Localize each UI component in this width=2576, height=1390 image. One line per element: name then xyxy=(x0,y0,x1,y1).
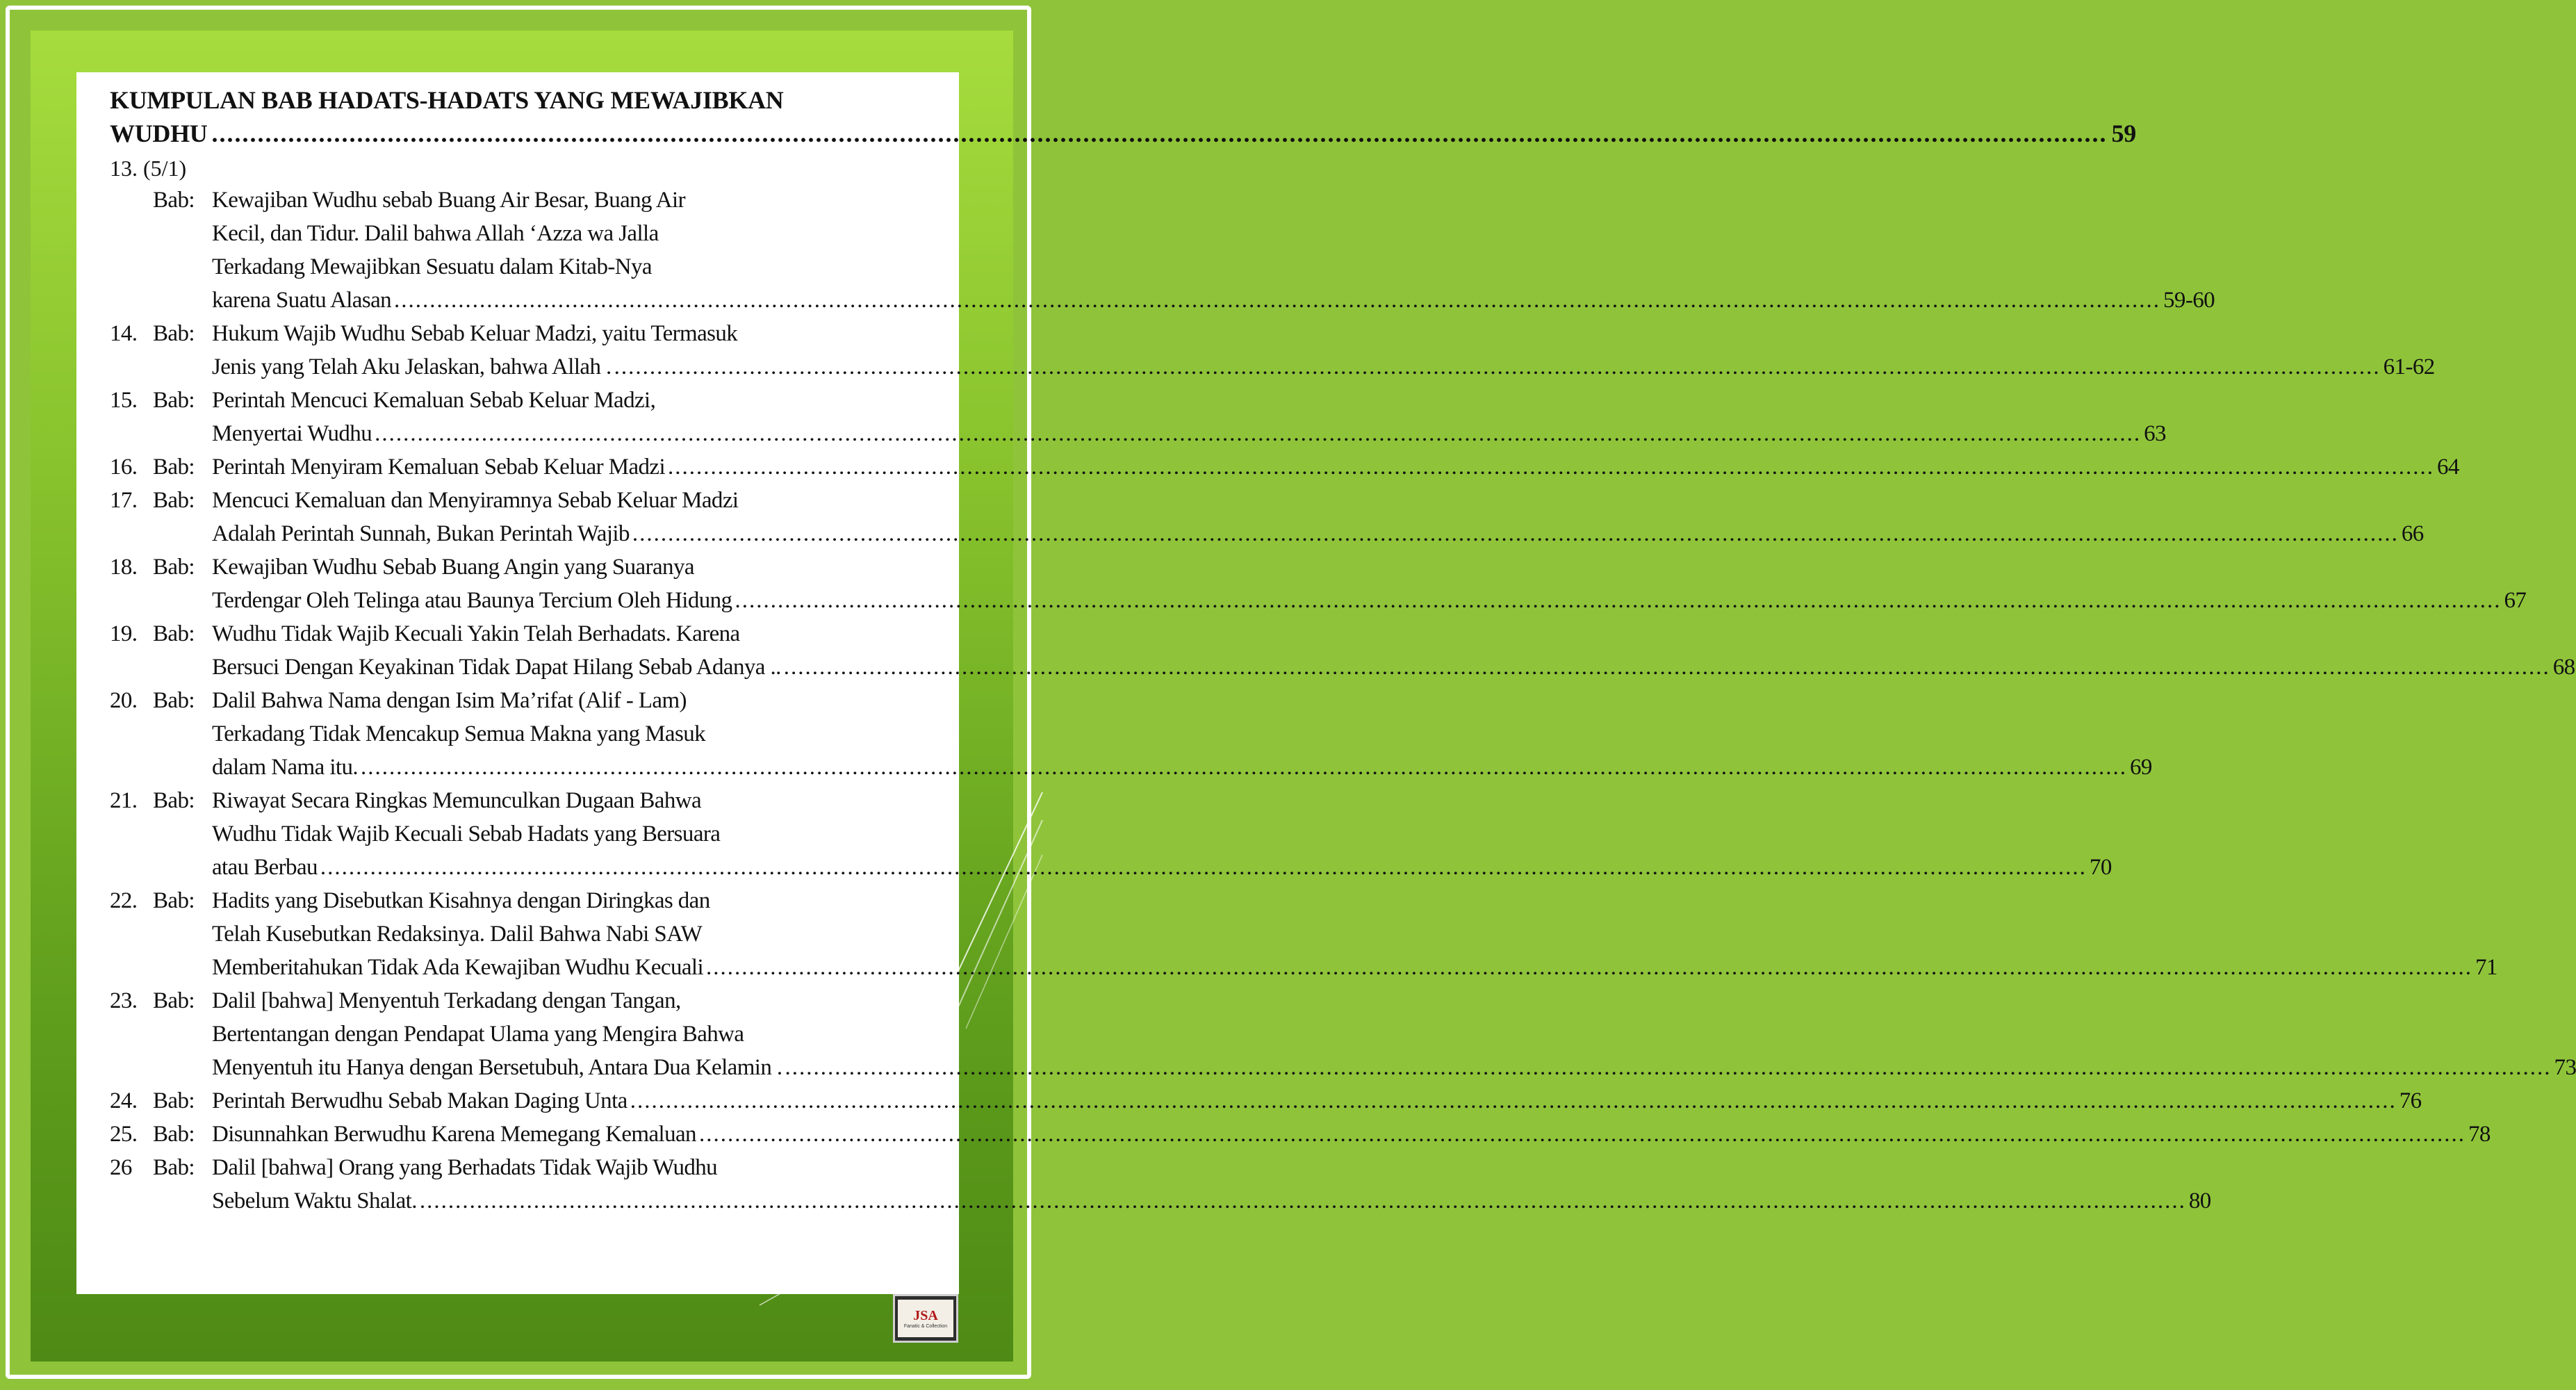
entry-last-line xyxy=(212,284,2215,317)
leader-dots xyxy=(632,517,2399,550)
entry-number xyxy=(110,183,153,317)
entry-line: Riwayat Secara Ringkas Memunculkan Dugaan Bahwa xyxy=(212,788,702,813)
entry-line: Kewajiban Wudhu sebab Buang Air Besar, Buang Air xyxy=(212,188,685,213)
entry-body xyxy=(212,317,2435,384)
toc-entry xyxy=(110,550,2527,617)
leader-dots xyxy=(785,1051,2552,1084)
entry-number: 14. xyxy=(110,321,138,346)
entry-last-line xyxy=(212,851,2112,884)
entry-last-line-text: Disunnahkan Berwudhu Karena Memegang Kemaluan xyxy=(212,1122,696,1147)
logo-inner xyxy=(898,1300,953,1337)
entry-line: Perintah Mencuci Kemaluan Sebab Keluar Madzi, xyxy=(212,388,656,413)
toc-entry xyxy=(110,684,2152,784)
entry-last-line xyxy=(212,450,2459,484)
entry-page-number: 80 xyxy=(2188,1188,2211,1213)
entry-last-line xyxy=(212,951,2497,984)
toc-entry xyxy=(110,1118,2491,1151)
entry-last-line-text: Perintah Berwudhu Sebab Makan Daging Unta xyxy=(212,1088,627,1113)
entry-line: Bertentangan dengan Pendapat Ulama yang Mengira Bahwa xyxy=(212,1022,744,1047)
entry-body xyxy=(212,984,2576,1084)
toc-entries xyxy=(110,183,2576,1218)
entry-line: Wudhu Tidak Wajib Kecuali Yakin Telah Berhadats. Karena xyxy=(212,621,740,646)
entry-bab-label: Bab: xyxy=(153,1155,195,1180)
entry-line: Dalil [bahwa] Orang yang Berhadats Tidak Wajib Wudhu xyxy=(212,1155,718,1180)
entry-last-line-text: Adalah Perintah Sunnah, Bukan Perintah Wajib xyxy=(212,521,630,546)
entry-number: 24. xyxy=(110,1088,138,1113)
entry-number: 23. xyxy=(110,988,138,1013)
entry-page-number: 69 xyxy=(2130,755,2152,780)
entry-last-line-text: atau Berbau xyxy=(212,855,318,880)
entry-bab-label: Bab: xyxy=(153,621,195,646)
entry-bab-label: Bab: xyxy=(153,388,195,413)
heading-line-2-text: WUDHU xyxy=(110,120,208,147)
entry-page-number: 70 xyxy=(2089,855,2112,880)
entry-page-number: 68 xyxy=(2552,655,2575,680)
entry-last-line xyxy=(212,1051,2576,1084)
toc-entry xyxy=(110,317,2435,384)
entry-bab-label: Bab: xyxy=(153,688,195,713)
heading-page-number: 59 xyxy=(2111,120,2136,147)
entry-bab-label: Bab: xyxy=(153,488,195,513)
entry-last-line xyxy=(212,350,2435,384)
entry-last-line xyxy=(212,1118,2491,1151)
entry-number: 26 xyxy=(110,1155,132,1180)
entry-body xyxy=(212,617,2575,684)
entry-last-line xyxy=(212,751,2152,784)
entry-last-line-text: Sebelum Waktu Shalat. xyxy=(212,1188,417,1213)
entry-page-number: 61-62 xyxy=(2383,354,2435,379)
toc-entry xyxy=(110,617,2575,684)
entry-page-number: 71 xyxy=(2475,955,2497,980)
entry-last-line-text: Menyentuh itu Hanya dengan Bersetubuh, Antara Dua Kelamin . xyxy=(212,1055,782,1080)
entry-last-line xyxy=(212,517,2424,550)
entry-body xyxy=(212,884,2497,984)
entry-line: Kecil, dan Tidur. Dalil bahwa Allah ‘Azza wa Jalla xyxy=(212,221,659,246)
entry-last-line xyxy=(212,1084,2422,1118)
toc-entry xyxy=(110,384,2166,450)
leader-dots xyxy=(375,417,2141,450)
entry-bab-label: Bab: xyxy=(153,555,195,580)
heading-line-2 xyxy=(110,117,2136,150)
jsa-logo xyxy=(893,1294,958,1343)
leader-dots xyxy=(630,1084,2397,1118)
entry-line: Wudhu Tidak Wajib Kecuali Sebab Hadats yang Bersuara xyxy=(212,821,721,847)
entry-bab-label: Bab: xyxy=(153,188,195,213)
leader-dots xyxy=(361,751,2127,784)
entry-bab-label: Bab: xyxy=(153,321,195,346)
entry-number: 19. xyxy=(110,621,138,646)
entry-body xyxy=(212,1084,2422,1118)
entry-page-number: 78 xyxy=(2468,1122,2491,1147)
leader-dots xyxy=(784,651,2550,684)
entry-line: Hadits yang Disebutkan Kisahnya dengan Diringkas dan xyxy=(212,888,710,913)
entry-page-number: 66 xyxy=(2401,521,2424,546)
entry-number: 17. xyxy=(110,488,138,513)
entry-body xyxy=(212,550,2526,617)
logo-subtitle: Fanatic & Collection xyxy=(903,1323,948,1329)
entry-number: 15. xyxy=(110,388,138,413)
entry-bab-label: Bab: xyxy=(153,888,195,913)
entry-last-line-text: karena Suatu Alasan xyxy=(212,288,392,313)
entry-body xyxy=(212,384,2166,450)
entry-page-number: 76 xyxy=(2399,1088,2422,1113)
entry-page-number: 64 xyxy=(2437,455,2459,480)
entry-last-line-text: Jenis yang Telah Aku Jelaskan, bahwa Allah . xyxy=(212,354,612,379)
toc-entry xyxy=(110,484,2424,550)
entry-number: 25. xyxy=(110,1122,138,1147)
toc-entry xyxy=(110,1151,2211,1218)
entry-number: 22. xyxy=(110,888,138,913)
entry-line: Terkadang Mewajibkan Sesuatu dalam Kitab-Nya xyxy=(212,254,652,279)
entry-line: Kewajiban Wudhu Sebab Buang Angin yang Suaranya xyxy=(212,555,694,580)
entry-body xyxy=(212,1151,2211,1218)
entry-last-line-text: dalam Nama itu. xyxy=(212,755,359,780)
leader-dots xyxy=(706,951,2472,984)
entry-number: 21. xyxy=(110,788,138,813)
entry-body xyxy=(212,1118,2491,1151)
entry-number: 18. xyxy=(110,555,138,580)
logo-title: JSA xyxy=(913,1307,938,1323)
entry-page-number: 59-60 xyxy=(2163,288,2215,313)
table-of-contents-page xyxy=(76,72,2576,1294)
entry-body xyxy=(212,183,2215,317)
leader-dots xyxy=(668,450,2434,484)
entry-line: Terkadang Tidak Mencakup Semua Makna yang Masuk xyxy=(212,721,706,746)
leader-dots xyxy=(394,284,2160,317)
entry-last-line-text: Memberitahukan Tidak Ada Kewajiban Wudhu Kecuali xyxy=(212,955,704,980)
entry-number: 20. xyxy=(110,688,138,713)
entry-line: Dalil [bahwa] Menyentuh Terkadang dengan Tangan, xyxy=(212,988,681,1013)
toc-entry xyxy=(110,1084,2422,1118)
heading-line-1: KUMPULAN BAB HADATS-HADATS YANG MEWAJIBKAN xyxy=(110,86,784,114)
entry-line: Mencuci Kemaluan dan Menyiramnya Sebab Keluar Madzi xyxy=(212,488,739,513)
entry-bab-label: Bab: xyxy=(153,455,195,480)
leader-dots xyxy=(614,350,2381,384)
entry-page-number: 73 xyxy=(2554,1055,2576,1080)
entry-body xyxy=(212,484,2424,550)
entry-number: 16. xyxy=(110,455,138,480)
section-heading xyxy=(110,83,2136,150)
leader-dots xyxy=(420,1184,2186,1218)
entry-line: Telah Kusebutkan Redaksinya. Dalil Bahwa Nabi SAW xyxy=(212,922,703,947)
entry-last-line-text: Perintah Menyiram Kemaluan Sebab Keluar Madzi xyxy=(212,455,666,480)
entry-last-line-text: Menyertai Wudhu xyxy=(212,421,372,446)
entry-page-number: 67 xyxy=(2504,588,2527,613)
entry-last-line xyxy=(212,1184,2211,1218)
toc-entry xyxy=(110,183,2215,317)
entry-bab-label: Bab: xyxy=(153,1088,195,1113)
chapter-number: 13. (5/1) xyxy=(110,156,187,181)
entry-line: Hukum Wajib Wudhu Sebab Keluar Madzi, yaitu Termasuk xyxy=(212,321,738,346)
entry-page-number: 63 xyxy=(2144,421,2166,446)
entry-last-line xyxy=(212,417,2166,450)
entry-last-line xyxy=(212,584,2526,617)
toc-entry xyxy=(110,784,2112,884)
leader-dots xyxy=(212,117,2108,150)
leader-dots xyxy=(699,1118,2466,1151)
leader-dots xyxy=(735,584,2501,617)
entry-bab-label: Bab: xyxy=(153,1122,195,1147)
toc-entry xyxy=(110,984,2576,1084)
entry-last-line-text: Bersuci Dengan Keyakinan Tidak Dapat Hilang Sebab Adanya .. xyxy=(212,655,781,680)
entry-body xyxy=(212,784,2112,884)
entry-last-line-text: Terdengar Oleh Telinga atau Baunya Tercium Oleh Hidung xyxy=(212,588,732,613)
entry-bab-label: Bab: xyxy=(153,988,195,1013)
entry-line: Dalil Bahwa Nama dengan Isim Ma’rifat (Alif - Lam) xyxy=(212,688,687,713)
toc-entry xyxy=(110,450,2459,484)
entry-body xyxy=(212,684,2152,784)
entry-body xyxy=(212,450,2459,484)
entry-bab-label: Bab: xyxy=(153,788,195,813)
toc-entry xyxy=(110,884,2497,984)
leader-dots xyxy=(320,851,2087,884)
entry-last-line xyxy=(212,651,2575,684)
